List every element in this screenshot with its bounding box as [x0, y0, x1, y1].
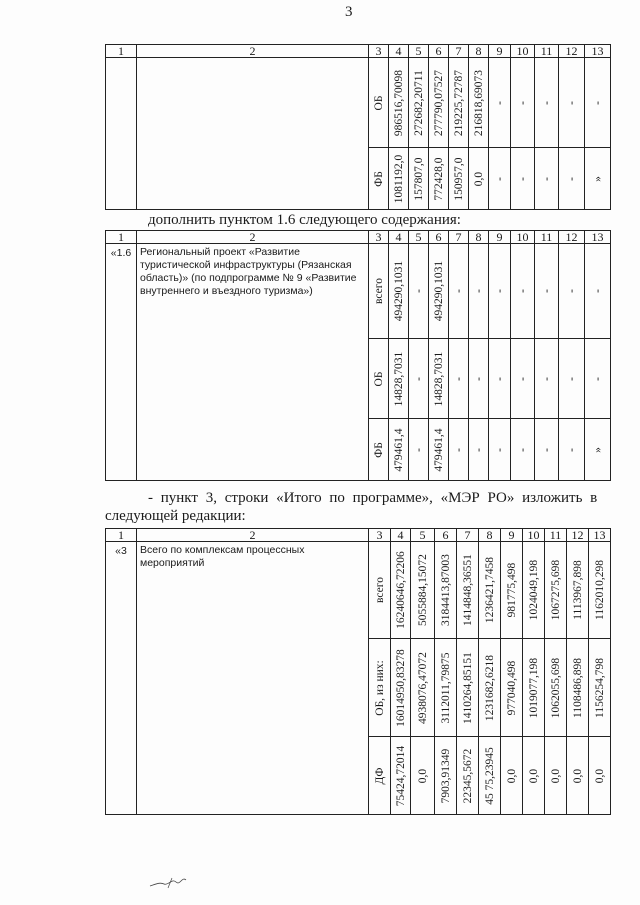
row-name: Региональный проект «Развитие туристической инфраструктуры (Рязанская область)» (по подпрограмме № 9 «Развитие внутреннего и въездного туризма») — [137, 244, 369, 481]
header-row: 1 2 3 4 5 6 7 8 9 10 11 12 13 — [106, 529, 611, 542]
table-row: ДФ 75424,72014 0,0 7903,91349 22345,5672 45 75,23945 0,0 0,0 0,0 0,0 0,0 — [106, 737, 611, 815]
page-number: 3 — [345, 4, 353, 20]
table-1 — [105, 44, 611, 210]
signature-scribble — [148, 872, 188, 890]
table-row: ФБ 1081192,0 157807,0 772428,0 150957,0 0,0 - - - - » — [106, 148, 611, 210]
table-row: ОБ 986516,70098 272682,20711 277790,07527 219225,72787 216818,69073 - - - - - — [106, 58, 611, 148]
header-row: 1 2 3 4 5 6 7 8 9 10 11 12 13 — [106, 45, 611, 58]
table-3 — [105, 528, 611, 815]
row-name: Всего по комплексам процессных мероприятий — [137, 542, 369, 815]
table-row: ОБ, из них: 16014950,83278 4938076,47072 3112011,79875 1410264,85151 1231682,6218 977040,498 1019077,198 1062055,698 1108486,898 1156254,798 — [106, 639, 611, 737]
table-row: «1.6 Региональный проект «Развитие туристической инфраструктуры (Рязанская область)» (по подпрограмме № 9 «Развитие внутреннего и въездного туризма») всего 494290,1031 - 494290,1031 - - - - - - - — [106, 244, 611, 339]
paragraph-2-line-1: - пункт 3, строки «Итого по программе», «МЭР РО» изложить в — [148, 490, 598, 506]
table-row: «3 Всего по комплексам процессных мероприятий всего 16240646,72206 5055884,15072 3184413,87003 1414848,36551 1236421,7458 981775,498 1024049,198 1067275,698 1113967,898 1162010,298 — [106, 542, 611, 639]
table-2 — [105, 230, 611, 481]
paragraph-2-line-2: следующей редакции: — [105, 508, 246, 524]
table-row: ОБ 14828,7031 - 14828,7031 - - - - - - - — [106, 339, 611, 419]
table-row: ФБ 479461,4 - 479461,4 - - - - - - » — [106, 419, 611, 481]
header-row: 1 2 3 4 5 6 7 8 9 10 11 12 13 — [106, 231, 611, 244]
paragraph-1: дополнить пунктом 1.6 следующего содержания: — [148, 212, 461, 228]
